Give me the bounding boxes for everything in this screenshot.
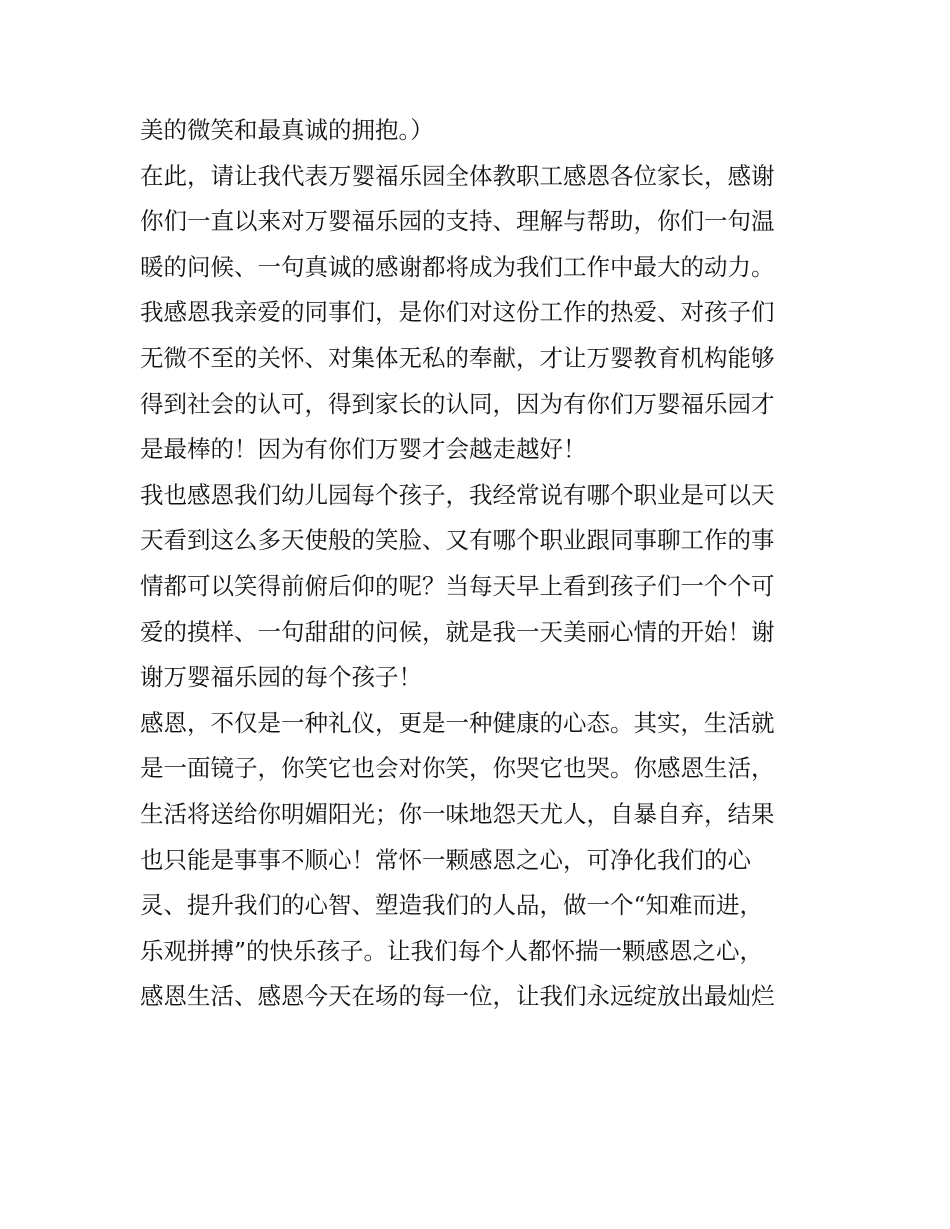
text-line: 爱的摸样、一句甜甜的问候，就是我一天美丽心情的开始！谢 — [140, 617, 775, 646]
text-line: 生活将送给你明媚阳光；你一味地怨天尤人，自暴自弃，结果 — [140, 799, 775, 828]
text-line: 乐观拼搏”的快乐孩子。让我们每个人都怀揣一颗感恩之心， — [140, 936, 764, 965]
text-line: 你们一直以来对万婴福乐园的支持、理解与帮助，你们一句温 — [140, 207, 775, 236]
text-line: 暖的问候、一句真诚的感谢都将成为我们工作中最大的动力。 — [140, 252, 775, 281]
text-line: 是最棒的！因为有你们万婴才会越走越好！ — [140, 435, 587, 464]
text-line: 感恩生活、感恩今天在场的每一位，让我们永远绽放出最灿烂 — [140, 982, 775, 1011]
text-line: 无微不至的关怀、对集体无私的奉献，才让万婴教育机构能够 — [140, 343, 775, 372]
body-text — [140, 108, 820, 1020]
text-line: 情都可以笑得前俯后仰的呢？当每天早上看到孩子们一个个可 — [140, 571, 775, 600]
text-line: 是一面镜子，你笑它也会对你笑，你哭它也哭。你感恩生活， — [140, 754, 775, 783]
text-line: 我也感恩我们幼儿园每个孩子，我经常说有哪个职业是可以天 — [140, 480, 775, 509]
text-line: 美的微笑和最真诚的拥抱。） — [140, 116, 434, 144]
text-line: 我感恩我亲爱的同事们，是你们对这份工作的热爱、对孩子们 — [140, 298, 775, 327]
text-line: 天看到这么多天使般的笑脸、又有哪个职业跟同事聊工作的事 — [140, 526, 775, 555]
text-line: 灵、提升我们的心智、塑造我们的人品，做一个“知难而进， — [140, 891, 764, 920]
text-line: 也只能是事事不顺心！常怀一颗感恩之心，可净化我们的心 — [140, 845, 751, 874]
text-line: 感恩，不仅是一种礼仪，更是一种健康的心态。其实，生活就 — [140, 708, 775, 737]
text-line: 谢万婴福乐园的每个孩子！ — [140, 663, 422, 692]
text-line: 在此，请让我代表万婴福乐园全体教职工感恩各位家长，感谢 — [140, 161, 775, 190]
text-line: 得到社会的认可，得到家长的认同，因为有你们万婴福乐园才 — [140, 389, 775, 418]
